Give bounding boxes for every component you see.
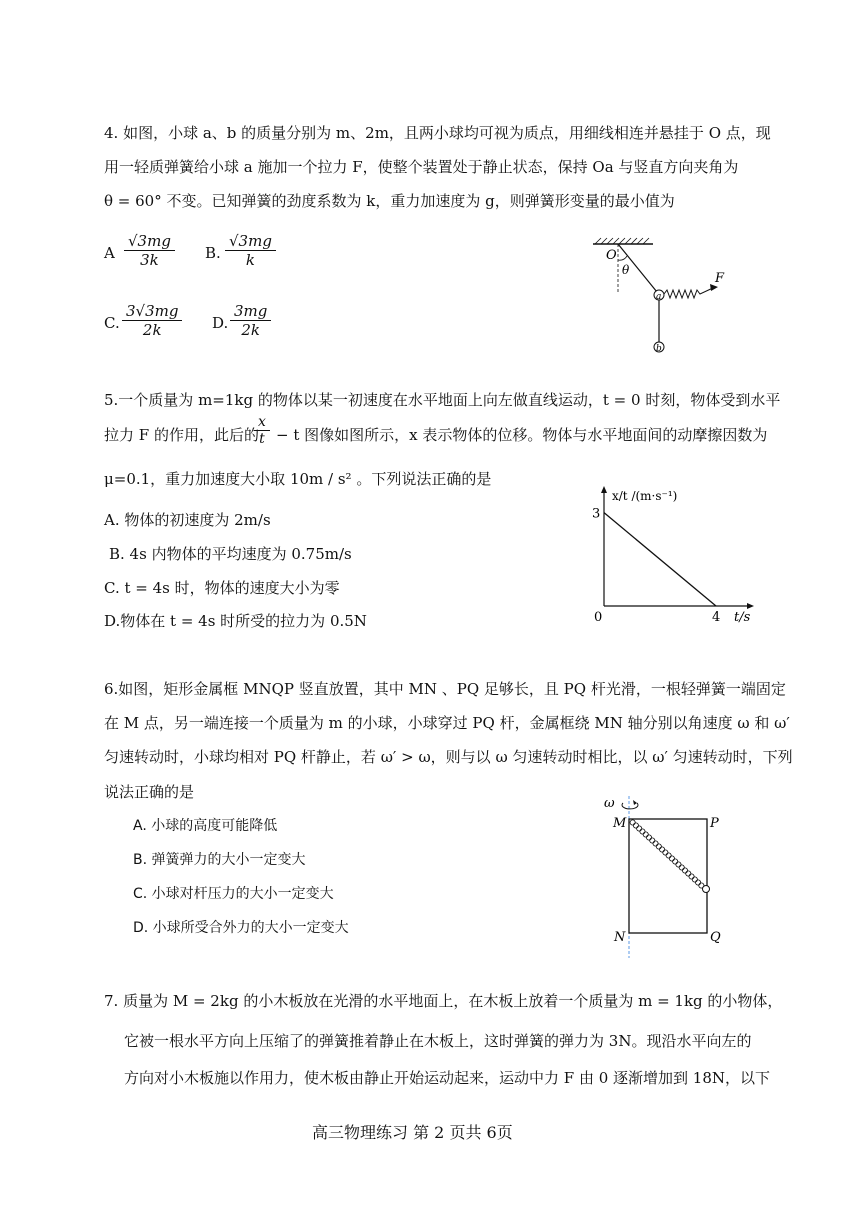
q4-line2: 用一轻质弹簧给小球 a 施加一个拉力 F，使整个装置处于静止状态，保持 Oa 与竖直方向夹角为 xyxy=(104,158,739,176)
q4-option-b xyxy=(225,232,276,269)
angle-arc xyxy=(618,256,627,260)
x-axis-arrow xyxy=(747,603,754,609)
q6-option-a: A. 小球的高度可能降低 xyxy=(133,818,278,834)
q5-option-c: C. t = 4s 时，物体的速度大小为零 xyxy=(104,579,340,597)
q4-option-a-label: A xyxy=(104,244,115,262)
q4-option-b-num: √3mg xyxy=(225,232,276,251)
spring-coil xyxy=(643,832,648,837)
q4-option-d xyxy=(230,302,271,339)
spring-coil xyxy=(650,838,655,843)
q4-option-d-den: 2k xyxy=(241,321,260,339)
label-P: P xyxy=(710,816,719,831)
spring-coil xyxy=(676,862,681,867)
q4-option-a-den: 3k xyxy=(140,251,159,269)
label-M: M xyxy=(613,816,627,831)
label-omega: ω xyxy=(604,796,615,811)
y-axis-arrow xyxy=(601,486,607,493)
spring-coils xyxy=(630,820,704,888)
label-Q: Q xyxy=(710,930,721,945)
spring-coil xyxy=(692,877,697,882)
label-O: O xyxy=(606,248,617,263)
q4-option-c xyxy=(122,302,182,339)
q5-line2a: 拉力 F 的作用，此后的 xyxy=(104,426,259,444)
q4-figure xyxy=(585,232,745,360)
q6-figure xyxy=(596,794,736,960)
y-axis-label: x/t /(m·s⁻¹) xyxy=(612,489,678,503)
q5-frac-x-over-t xyxy=(254,414,270,447)
spring-coil xyxy=(673,859,678,864)
q4-line3: θ = 60° 不变。已知弹簧的劲度系数为 k，重力加速度为 g，则弹簧形变量的最小值为 xyxy=(104,192,675,210)
ceiling-hatch xyxy=(595,238,649,244)
label-b: b xyxy=(656,344,662,354)
spring-coil xyxy=(669,856,674,861)
q6-option-c: C. 小球对杆压力的大小一定变大 xyxy=(133,886,334,902)
q4-option-b-den: k xyxy=(245,251,256,269)
spring-coil xyxy=(695,880,700,885)
spring-coil xyxy=(633,823,638,828)
series-line xyxy=(604,513,716,606)
label-a: a xyxy=(656,292,662,302)
spring-coil xyxy=(640,829,645,834)
q4-option-c-label: C. xyxy=(104,314,120,332)
q5-frac-num: x xyxy=(254,414,270,431)
q5-frac-den: t xyxy=(259,431,265,447)
q5-option-d: D.物体在 t = 4s 时所受的拉力为 0.5N xyxy=(104,612,367,630)
spring-coil xyxy=(656,844,661,849)
q5-xt-chart xyxy=(578,486,758,630)
q6-line2: 在 M 点，另一端连接一个质量为 m 的小球，小球穿过 PQ 杆，金属框绕 MN 轴分别以角速度 ω 和 ω′ xyxy=(104,714,790,732)
spring-coil xyxy=(679,865,684,870)
spring-coil xyxy=(653,841,658,846)
spring-coil xyxy=(659,847,664,852)
spring-coil xyxy=(637,826,642,831)
q5-option-a: A. 物体的初速度为 2m/s xyxy=(104,511,271,529)
label-theta: θ xyxy=(622,263,630,277)
ball xyxy=(703,886,710,893)
tick-label-x-4: 4 xyxy=(712,610,721,625)
label-N: N xyxy=(614,930,626,945)
spring-coil xyxy=(666,853,671,858)
page-footer: 高三物理练习 第 2 页共 6页 xyxy=(312,1123,513,1142)
tick-label-origin: 0 xyxy=(594,610,603,625)
label-F: F xyxy=(715,271,725,286)
tick-label-y-3: 3 xyxy=(592,506,601,522)
spring-coil xyxy=(689,874,694,879)
spring-coil xyxy=(663,850,668,855)
x-axis-label: t/s xyxy=(734,610,751,625)
q5-line1: 5.一个质量为 m=1kg 的物体以某一初速度在水平地面上向左做直线运动，t = 0 时刻，物体受到水平 xyxy=(104,391,781,409)
q6-option-d: D. 小球所受合外力的大小一定变大 xyxy=(133,920,349,936)
q5-line3: μ=0.1，重力加速度大小取 10m / s² 。下列说法正确的是 xyxy=(104,470,492,488)
spring-coil xyxy=(630,820,635,825)
q7-line1: 7. 质量为 M = 2kg 的小木板放在光滑的水平地面上，在木板上放着一个质量为 m = 1kg 的小物体， xyxy=(104,992,783,1010)
q6-line1: 6.如图，矩形金属框 MNQP 竖直放置，其中 MN 、PQ 足够长，且 PQ 杆光滑，一根轻弹簧一端固定 xyxy=(104,680,786,698)
q4-line1: 4. 如图，小球 a、b 的质量分别为 m、2m，且两小球均可视为质点，用细线相连并悬挂于 O 点，现 xyxy=(104,124,771,142)
metal-frame xyxy=(629,819,707,933)
spring-coil xyxy=(682,868,687,873)
q4-option-c-den: 2k xyxy=(142,321,162,339)
q6-line4: 说法正确的是 xyxy=(104,783,195,801)
q6-line3: 匀速转动时，小球均相对 PQ 杆静止，若 ω′ > ω，则与以 ω 匀速转动时相比，以 ω′ 匀速转动时，下列 xyxy=(104,748,793,766)
q4-option-b-label: B. xyxy=(205,244,221,262)
q5-option-b: B. 4s 内物体的平均速度为 0.75m/s xyxy=(109,545,352,563)
spring-coil xyxy=(686,871,691,876)
q4-option-c-num: 3√3mg xyxy=(122,302,182,321)
q7-line3: 方向对小木板施以作用力，使木板由静止开始运动起来，运动中力 F 由 0 逐渐增加到 18N，以下 xyxy=(124,1069,771,1087)
spring-coil xyxy=(646,835,651,840)
q7-line2: 它被一根水平方向上压缩了的弹簧推着静止在木板上，这时弹簧的弹力为 3N。现沿水平向左的 xyxy=(124,1032,752,1050)
q5-line2b: − t 图像如图所示，x 表示物体的位移。物体与水平地面间的动摩擦因数为 xyxy=(276,426,768,444)
q4-option-a xyxy=(124,232,175,269)
q6-option-b: B. 弹簧弹力的大小一定变大 xyxy=(133,852,306,868)
rotation-arrowhead xyxy=(633,800,637,805)
spring xyxy=(664,287,715,298)
q4-option-d-num: 3mg xyxy=(230,302,271,321)
q4-option-d-label: D. xyxy=(212,314,229,332)
q4-option-a-num: √3mg xyxy=(124,232,175,251)
